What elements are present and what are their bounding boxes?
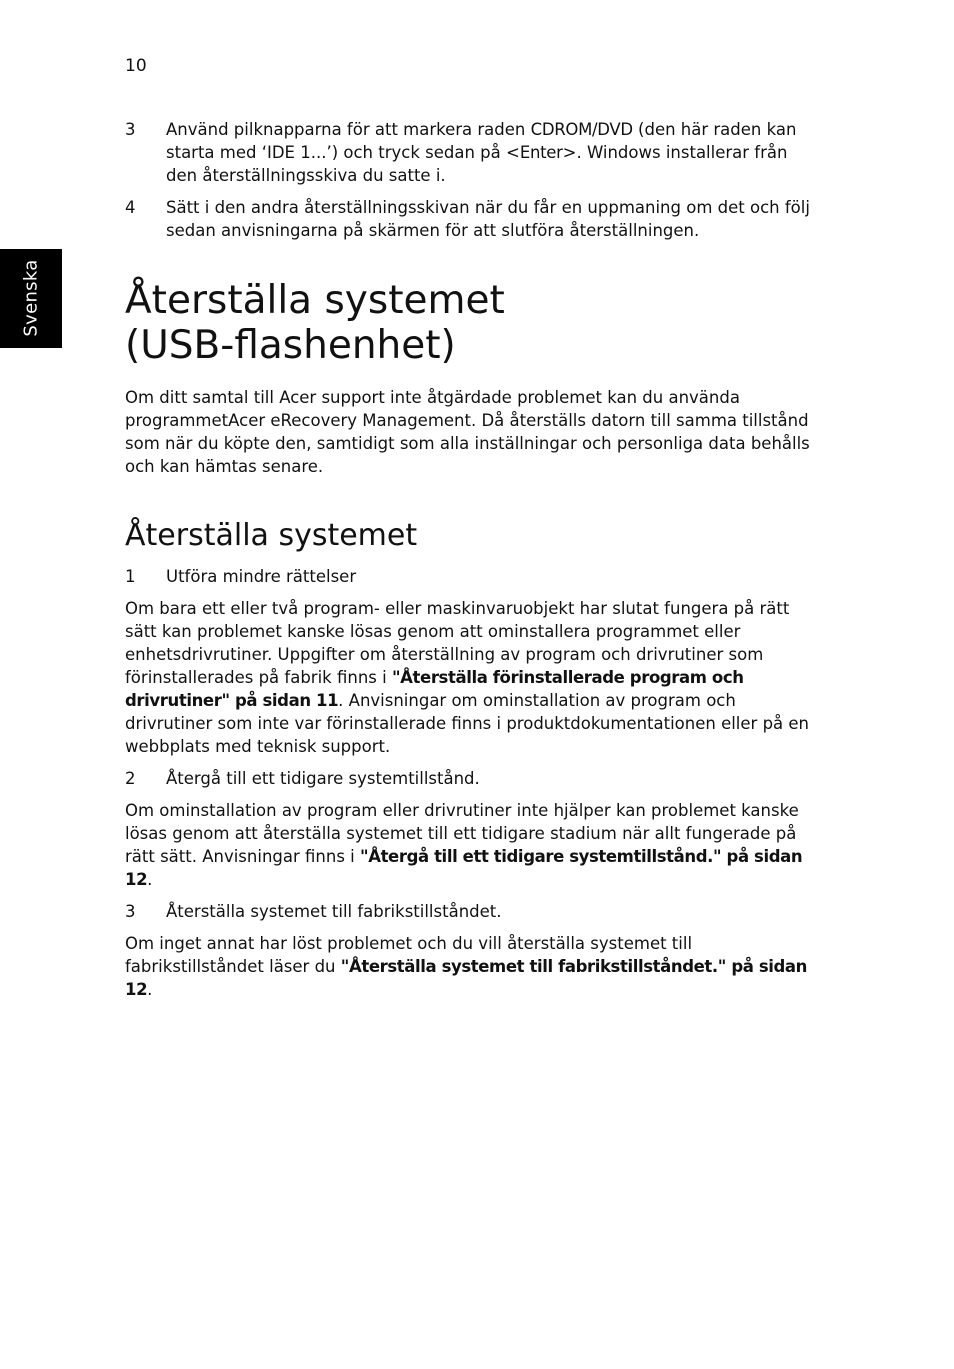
list-item-step-3 [125,118,815,187]
paragraph-text: . [147,980,153,999]
main-heading [125,278,815,368]
intro-paragraph: Om ditt samtal till Acer support inte åtgärdade problemet kan du använda programmetAcer eRecovery Management. Då återställs datorn till samma tillstånd som när du köpte den, samtidigt som alla inställningar och personliga data behålls och kan hämtas senare. [125,388,810,476]
section-heading: Återställa systemet [125,518,418,553]
list-item-step-3b [125,900,815,923]
list-item-step-2 [125,767,815,790]
list-item-text: (den här raden kan starta med ‘IDE 1...’) och tryck sedan på < [166,120,797,162]
list-item-text: Återgå till ett tidigare systemtillstånd. [166,769,480,788]
list-item-number: 1 [125,567,136,586]
paragraph-factory-state [125,932,815,1001]
cross-reference-link[interactable]: "Återgå till ett tidigare systemtillstånd." på sidan 12 [125,847,803,889]
list-item-step-1 [125,565,815,588]
main-heading-line-2: (USB-flashenhet) [125,323,456,368]
list-item-text: Utföra mindre rättelser [166,567,357,586]
list-item-text: Använd pilknapparna för att markera raden [166,120,531,139]
language-tab-label: Svenska [20,259,42,337]
list-item-number: 4 [125,198,136,217]
page-number: 10 [125,56,147,76]
paragraph-text: Om inget annat har löst problemet och du vill återställa systemet till fabrikstillståndet läser du [125,934,693,976]
page-content [125,118,815,1001]
paragraph-text: . Anvisningar om ominstallation av program och drivrutiner som inte var förinstallerade finns i produktdokumentationen eller på en webbplats med teknisk support. [125,691,810,756]
list-item-number: 3 [125,902,136,921]
list-item-number: 2 [125,769,136,788]
paragraph-text: Om bara ett eller två program- eller maskinvaruobjekt har slutat fungera på rätt sätt kan problemet kanske lösas genom att ominstallera programmet eller enhetsdrivrutiner. Uppgifter om återställning av program och drivrutiner som förinstallerades på fabrik finns i [125,599,790,687]
cross-reference-link[interactable]: "Återställa systemet till fabrikstillståndet." på sidan 12 [125,957,807,999]
list-item-step-4 [125,196,815,242]
list-item-text: >. Windows installerar från den återställningsskiva du satte i. [166,143,788,185]
ui-term-cdrom-dvd: CDROM/DVD [530,120,633,139]
paragraph-minor-fixes [125,597,815,758]
list-item-number: 3 [125,120,136,139]
ui-term-enter: Enter [519,143,563,162]
cross-reference-link[interactable]: "Återställa förinstallerade program och drivrutiner" på sidan 11 [125,668,744,710]
main-heading-line-1: Återställa systemet [125,278,505,323]
list-item-text: Återställa systemet till fabrikstillståndet. [166,902,502,921]
paragraph-text: . [147,870,153,889]
paragraph-text: Om ominstallation av program eller drivrutiner inte hjälper kan problemet kanske lösas genom att återställa systemet till ett tidigare stadium när allt fungerade på rätt sätt. Anvisningar finns i [125,801,799,866]
list-item-text: Sätt i den andra återställningsskivan när du får en uppmaning om det och följ sedan anvisningarna på skärmen för att slutföra återställningen. [166,198,810,240]
language-tab [0,249,62,348]
paragraph-previous-state [125,799,815,891]
